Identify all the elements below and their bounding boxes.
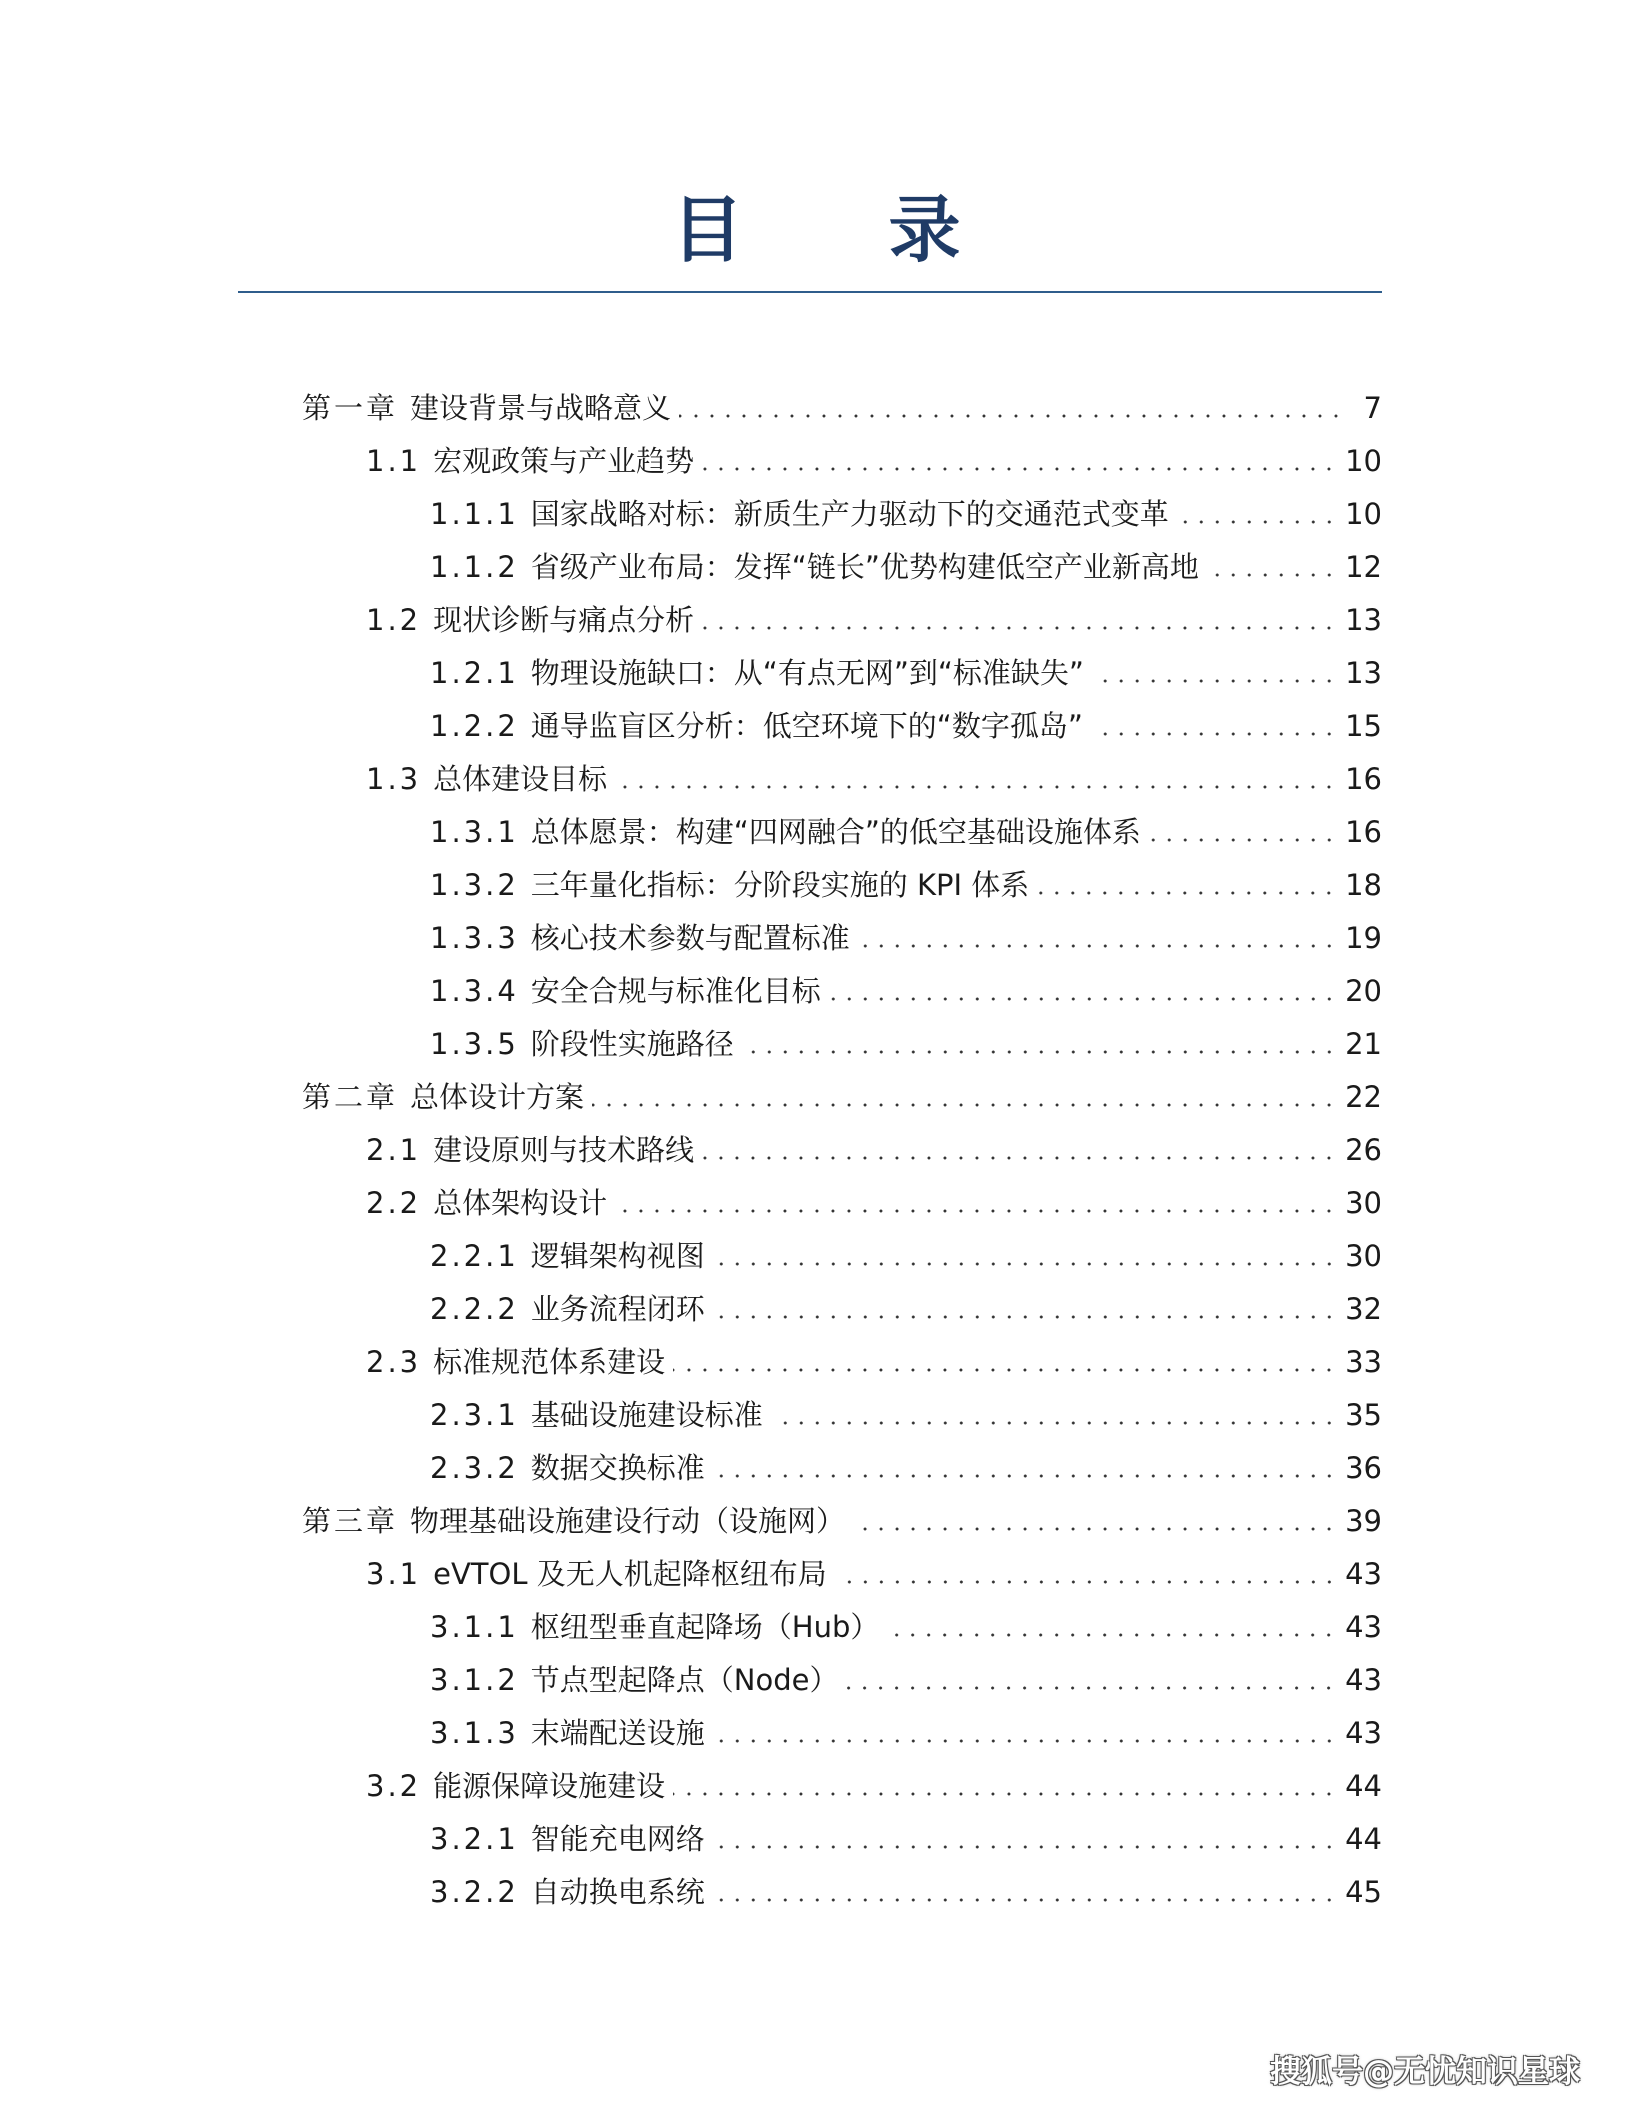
toc-entry-number: 3.2.2	[430, 1875, 519, 1909]
toc-entry-label	[430, 865, 1029, 905]
toc-entry-number: 1.1	[366, 444, 422, 478]
toc-entry-number: 1.2.2	[430, 709, 519, 743]
toc-page-number: 7	[1363, 391, 1382, 425]
toc-entry-number: 1.3.5	[430, 1027, 519, 1061]
toc-dot-leader	[713, 1739, 1337, 1743]
title-divider	[238, 291, 1382, 293]
toc-dot-leader	[615, 785, 1337, 789]
toc-entry-number: 2.3.1	[430, 1398, 519, 1432]
toc-dot-leader	[1037, 891, 1337, 895]
toc-entry-title: 物理基础设施建设行动（设施网）	[410, 1504, 846, 1538]
toc-page-number: 43	[1345, 1716, 1382, 1750]
toc-entry[interactable]	[302, 1488, 1382, 1541]
toc-entry-label	[302, 388, 671, 428]
toc-entry[interactable]	[430, 1594, 1382, 1647]
toc-entry-number: 3.1.3	[430, 1716, 519, 1750]
toc-entry-title: 安全合规与标准化目标	[530, 974, 821, 1008]
toc-entry-number: 3.1	[366, 1557, 422, 1591]
toc-entry-title: 基础设施建设标准	[530, 1398, 763, 1432]
toc-entry-title: 标准规范体系建设	[433, 1345, 666, 1379]
toc-entry-title: 国家战略对标：新质生产力驱动下的交通范式变革	[530, 497, 1169, 531]
toc-entry-number: 1.3.2	[430, 868, 519, 902]
toc-entry-number: 3.1.2	[430, 1663, 519, 1697]
toc-page-number: 32	[1345, 1292, 1382, 1326]
toc-entry[interactable]	[430, 905, 1382, 958]
toc-entry[interactable]	[366, 746, 1382, 799]
toc-entry[interactable]	[366, 587, 1382, 640]
toc-entry[interactable]	[302, 375, 1382, 428]
toc-dot-leader	[673, 1368, 1337, 1372]
toc-entry[interactable]	[366, 1117, 1382, 1170]
toc-entry-number: 2.2.2	[430, 1292, 519, 1326]
toc-entry-label	[430, 494, 1169, 534]
toc-dot-leader	[1177, 520, 1337, 524]
toc-entry-number: 1.1.2	[430, 550, 519, 584]
toc-entry-number: 2.3	[366, 1345, 422, 1379]
toc-entry-label	[430, 1607, 879, 1647]
toc-dot-leader	[679, 414, 1344, 418]
watermark: 搜狐号@无忧知识星球	[1270, 2054, 1580, 2090]
toc-dot-leader	[1092, 679, 1337, 683]
toc-dot-leader	[713, 1845, 1337, 1849]
toc-entry-number: 第一章	[302, 391, 399, 425]
toc-entry-title: 逻辑架构视图	[530, 1239, 705, 1273]
toc-entry-label	[430, 547, 1199, 587]
toc-entry-title: 宏观政策与产业趋势	[433, 444, 695, 478]
toc-entry-number: 3.1.1	[430, 1610, 519, 1644]
toc-entry-title: 能源保障设施建设	[433, 1769, 666, 1803]
toc-page-number: 43	[1345, 1610, 1382, 1644]
toc-entry-label	[430, 1819, 705, 1859]
toc-entry-label	[430, 918, 850, 958]
toc-page-number: 44	[1345, 1769, 1382, 1803]
toc-page-number: 30	[1345, 1239, 1382, 1273]
toc-entry[interactable]	[366, 1541, 1382, 1594]
toc-page-number: 13	[1345, 603, 1382, 637]
toc-entry[interactable]	[366, 428, 1382, 481]
toc-entry[interactable]	[430, 1700, 1382, 1753]
toc-entry-number: 第二章	[302, 1080, 399, 1114]
toc-entry-number: 1.2	[366, 603, 422, 637]
toc-entry-label	[430, 971, 821, 1011]
toc-entry-label	[430, 1448, 705, 1488]
toc-entry[interactable]	[302, 1064, 1382, 1117]
toc-entry-title: 枢纽型垂直起降场（Hub）	[530, 1610, 880, 1644]
toc-entry[interactable]	[430, 481, 1382, 534]
toc-dot-leader	[702, 626, 1337, 630]
toc-entry-label	[430, 653, 1084, 693]
toc-page-number: 36	[1345, 1451, 1382, 1485]
toc-dot-leader	[742, 1050, 1337, 1054]
toc-entry-title: 核心技术参数与配置标准	[530, 921, 850, 955]
toc-entry[interactable]	[430, 640, 1382, 693]
toc-entry-title: 末端配送设施	[530, 1716, 705, 1750]
toc-entry-number: 1.3.4	[430, 974, 519, 1008]
toc-entry-label	[366, 1342, 665, 1382]
toc-page-number: 20	[1345, 974, 1382, 1008]
toc-dot-leader	[713, 1474, 1337, 1478]
toc-page-number: 21	[1345, 1027, 1382, 1061]
toc-dot-leader	[713, 1315, 1337, 1319]
toc-page-number: 16	[1345, 762, 1382, 796]
toc-entry-label	[366, 1766, 665, 1806]
toc-entry-label	[366, 441, 694, 481]
toc-page-number: 18	[1345, 868, 1382, 902]
toc-entry-label	[430, 1024, 734, 1064]
toc-entry-title: 物理设施缺口：从“有点无网”到“标准缺失”	[530, 656, 1084, 690]
toc-page-number: 10	[1345, 497, 1382, 531]
toc-entry-number: 2.3.2	[430, 1451, 519, 1485]
toc-entry-number: 3.2	[366, 1769, 422, 1803]
toc-entry-title: 建设原则与技术路线	[433, 1133, 695, 1167]
toc-entry[interactable]	[430, 1011, 1382, 1064]
toc-entry[interactable]	[430, 1276, 1382, 1329]
toc-entry-number: 1.3.1	[430, 815, 519, 849]
toc-entry-title: 总体建设目标	[433, 762, 608, 796]
toc-entry-title: eVTOL 及无人机起降枢纽布局	[433, 1557, 827, 1591]
toc-entry[interactable]	[430, 1382, 1382, 1435]
toc-page-number: 12	[1345, 550, 1382, 584]
toc-entry-number: 1.1.1	[430, 497, 519, 531]
toc-entry-label	[302, 1077, 584, 1117]
toc-page-number: 16	[1345, 815, 1382, 849]
toc-entry-label	[302, 1501, 845, 1541]
toc-dot-leader	[846, 1686, 1337, 1690]
toc-entry-label	[366, 1130, 694, 1170]
toc-entry-number: 2.2.1	[430, 1239, 519, 1273]
toc-page-number: 43	[1345, 1663, 1382, 1697]
toc-entry-number: 2.2	[366, 1186, 422, 1220]
toc-page-number: 35	[1345, 1398, 1382, 1432]
toc-dot-leader	[1149, 838, 1337, 842]
toc-entry[interactable]	[430, 1806, 1382, 1859]
toc-entry[interactable]	[430, 852, 1382, 905]
toc-dot-leader	[702, 467, 1337, 471]
toc-page-number: 39	[1345, 1504, 1382, 1538]
toc-entry-title: 数据交换标准	[530, 1451, 705, 1485]
toc-entry-label	[430, 706, 1083, 746]
toc-entry-label	[430, 1395, 763, 1435]
toc-dot-leader	[673, 1792, 1337, 1796]
toc-dot-leader	[713, 1898, 1337, 1902]
toc-entry-title: 现状诊断与痛点分析	[433, 603, 695, 637]
toc-entry-title: 总体愿景：构建“四网融合”的低空基础设施体系	[530, 815, 1141, 849]
toc-entry[interactable]	[366, 1170, 1382, 1223]
toc-page-number: 10	[1345, 444, 1382, 478]
toc-entry-title: 节点型起降点（Node）	[530, 1663, 839, 1697]
toc-dot-leader	[835, 1580, 1337, 1584]
toc-entry[interactable]	[430, 1223, 1382, 1276]
toc-entry-title: 业务流程闭环	[530, 1292, 705, 1326]
toc-entry-label	[366, 600, 694, 640]
toc-entry[interactable]	[430, 958, 1382, 1011]
toc-page-number: 33	[1345, 1345, 1382, 1379]
toc-entry-title: 建设背景与战略意义	[410, 391, 672, 425]
toc-page-number: 26	[1345, 1133, 1382, 1167]
toc-entry-title: 总体架构设计	[433, 1186, 608, 1220]
toc-entry-number: 3.2.1	[430, 1822, 519, 1856]
toc-dot-leader	[1207, 573, 1337, 577]
toc-entry-label	[430, 1660, 838, 1700]
toc-page-number: 22	[1345, 1080, 1382, 1114]
toc-entry-label	[430, 1872, 705, 1912]
toc-entry-label	[366, 759, 607, 799]
toc-entry[interactable]	[430, 693, 1382, 746]
toc-entry-label	[430, 1289, 705, 1329]
toc-entry[interactable]	[430, 534, 1382, 587]
toc-entry-number: 1.3.3	[430, 921, 519, 955]
toc-page-number: 45	[1345, 1875, 1382, 1909]
toc-entry[interactable]	[430, 1435, 1382, 1488]
toc-page-number: 43	[1345, 1557, 1382, 1591]
toc-dot-leader	[829, 997, 1337, 1001]
toc-entry-number: 2.1	[366, 1133, 422, 1167]
page-title: 目 录	[671, 188, 1021, 272]
toc-entry[interactable]	[430, 1647, 1382, 1700]
toc-dot-leader	[615, 1209, 1337, 1213]
toc-entry-title: 阶段性实施路径	[530, 1027, 734, 1061]
toc-page-number: 19	[1345, 921, 1382, 955]
toc-entry-title: 通导监盲区分析：低空环境下的“数字孤岛”	[530, 709, 1083, 743]
toc-page-number: 44	[1345, 1822, 1382, 1856]
toc-entry-label	[366, 1183, 607, 1223]
toc-entry-label	[430, 1713, 705, 1753]
toc-dot-leader	[853, 1527, 1337, 1531]
toc-entry[interactable]	[430, 1859, 1382, 1912]
toc-entry-title: 三年量化指标：分阶段实施的 KPI 体系	[530, 868, 1030, 902]
toc-entry-title: 智能充电网络	[530, 1822, 705, 1856]
toc-entry-number: 1.3	[366, 762, 422, 796]
toc-entry[interactable]	[430, 799, 1382, 852]
toc-entry-title: 省级产业布局：发挥“链长”优势构建低空产业新高地	[530, 550, 1199, 584]
toc-dot-leader	[771, 1421, 1337, 1425]
toc-dot-leader	[713, 1262, 1337, 1266]
toc-entry-title: 自动换电系统	[530, 1875, 705, 1909]
toc-entry-label	[366, 1554, 827, 1594]
toc-dot-leader	[1091, 732, 1337, 736]
toc-page-number: 15	[1345, 709, 1382, 743]
toc-entry-number: 第三章	[302, 1504, 399, 1538]
toc-entry[interactable]	[366, 1329, 1382, 1382]
toc-entry-number: 1.2.1	[430, 656, 519, 690]
toc-page-number: 30	[1345, 1186, 1382, 1220]
toc-dot-leader	[592, 1103, 1337, 1107]
toc-page-number: 13	[1345, 656, 1382, 690]
toc-dot-leader	[887, 1633, 1337, 1637]
toc-dot-leader	[702, 1156, 1337, 1160]
toc-entry-title: 总体设计方案	[410, 1080, 585, 1114]
toc-dot-leader	[858, 944, 1337, 948]
toc-entry-label	[430, 1236, 705, 1276]
toc-entry[interactable]	[366, 1753, 1382, 1806]
toc-entry-label	[430, 812, 1141, 852]
